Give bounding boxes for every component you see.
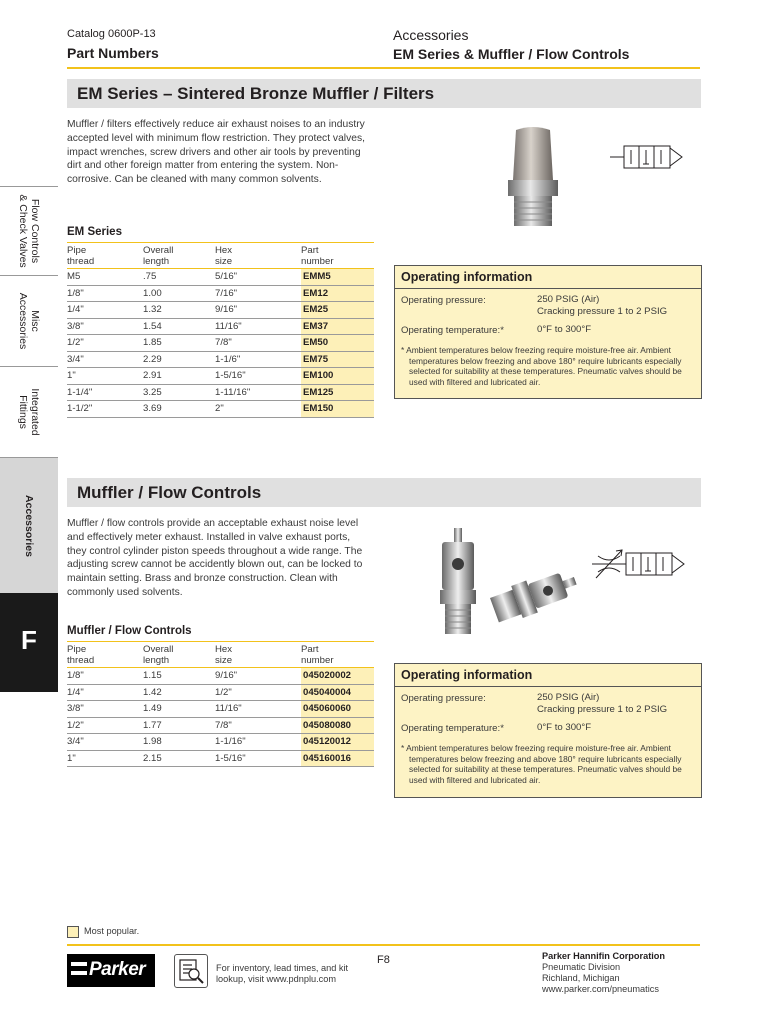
side-tab-section-f[interactable] [0,593,58,692]
parker-logo-text: Parker [89,959,146,980]
most-popular-legend-swatch [67,926,79,938]
table-header-row [67,243,374,269]
part-number: EM50 [301,335,374,352]
table-row: 1/8" 1.00 7/16" EM12 [67,285,374,302]
table-row: 3/4" 2.29 1-1/6" EM75 [67,351,374,368]
op-footnote: * Ambient temperatures below freezing require moisture-free air. Ambient temperatures below freezing and above 180° require lubricants especially selected for suitability at these temperatures. Pneumatic valves should be used with filtered and lubricated air. [401,743,682,785]
op-temperature-value: 0°F to 300°F [537,324,592,335]
muffler-flow-controls-table [67,641,374,767]
column-header: Overall length [143,642,215,668]
column-header: Pipe thread [67,243,143,269]
part-number: 045040004 [301,684,374,701]
op-temperature-label: Operating temperature:* [401,325,504,336]
header-right-subtitle: Accessories [393,27,469,43]
muffler-symbol-icon [610,144,686,172]
part-number: EM125 [301,384,374,401]
op-pressure-value: 250 PSIG (Air) [537,294,600,305]
table-row: 1/4" 1.42 1/2" 045040004 [67,684,374,701]
side-tab-integrated-fittings[interactable] [0,366,58,457]
inventory-text: For inventory, lead times, and kit [216,963,349,973]
side-tab-label: Accessories [23,494,35,557]
table-row: 1-1/4" 3.25 1-11/16" EM125 [67,384,374,401]
part-number: EMM5 [301,269,374,286]
op-temperature-value: 0°F to 300°F [537,722,592,733]
op-cracking-pressure: Cracking pressure 1 to 2 PSIG [537,704,668,715]
column-header: Pipe thread [67,642,143,668]
em-series-table [67,242,374,418]
part-number: EM150 [301,401,374,418]
op-pressure-label: Operating pressure: [401,693,486,704]
table-row: 3/8" 1.54 11/16" EM37 [67,318,374,335]
part-number: 045080080 [301,717,374,734]
op-info-title: Operating information [401,270,533,284]
catalog-number: Catalog 0600P-13 [67,28,156,40]
table-row: M5 .75 5/16" EMM5 [67,269,374,286]
table-row: 1/4" 1.32 9/16" EM25 [67,302,374,319]
op-temperature-label: Operating temperature:* [401,723,504,734]
mfc-description: Muffler / flow controls provide an acceptable exhaust noise level and effectively meter exhaust. Installed in valve exhaust ports, they control cylinder piston speeds throughout a wide range. The adjusting screw cannot be accidently blown out, can be locked to maintain setting. Brass and bronze construction. Clean with commonly used solvents. [67,518,363,598]
magnifier-document-icon [175,955,207,987]
em-description: Muffler / filters effectively reduce air exhaust noises to an industry accepted level with minimum flow restriction. They protect valves, impact wrenches, screw drivers and other air tools by preventing dirt and other foreign matter from entering the system. Non-corrosive. Can be cleaned with many common solvents. [67,119,365,186]
muffler-flow-control-image [428,524,578,640]
table-row: 3/4" 1.98 1-1/16" 045120012 [67,734,374,751]
column-header: Hex size [215,243,301,269]
side-tab-flow-controls[interactable] [0,186,58,275]
column-header: Overall length [143,243,215,269]
inventory-link[interactable]: lookup, visit www.pdnplu.com [216,974,337,984]
part-number: EM37 [301,318,374,335]
company-name: Parker Hannifin Corporation [542,951,666,961]
header-divider [67,67,700,69]
column-header: Part number [301,243,374,269]
most-popular-legend: Most popular. [84,926,140,936]
part-number: EM25 [301,302,374,319]
part-number: EM75 [301,351,374,368]
op-cracking-pressure: Cracking pressure 1 to 2 PSIG [537,306,668,317]
table-row: 1" 2.91 1-5/16" EM100 [67,368,374,385]
op-info-title: Operating information [401,668,533,682]
sintered-bronze-muffler-image [498,122,568,232]
table-header-row [67,642,374,668]
em-operating-info-box [394,265,702,399]
part-number: EM12 [301,285,374,302]
column-header: Part number [301,642,374,668]
table-row: 1/2" 1.77 7/8" 045080080 [67,717,374,734]
side-tab-label: Accessories [17,292,29,350]
side-tab-accessories[interactable] [0,457,58,593]
parker-logo [67,954,155,987]
em-table-title: EM Series [67,226,122,238]
side-tab-label: & Check Valves [17,194,29,268]
page-number: F8 [377,954,390,966]
table-row: 1" 2.15 1-5/16" 045160016 [67,750,374,767]
adjustable-flow-control-symbol-icon [592,546,690,582]
section-title: EM Series – Sintered Bronze Muffler / Filters [77,84,435,103]
company-location: Richland, Michigan [542,973,620,983]
footer-divider [67,944,700,946]
company-website[interactable]: www.parker.com/pneumatics [542,984,659,994]
mfc-operating-info-box [394,663,702,798]
part-number: 045120012 [301,734,374,751]
side-tab-label: Integrated [29,388,41,436]
inventory-lookup-icon[interactable] [174,954,208,988]
part-number: 045020002 [301,668,374,685]
column-header: Hex size [215,642,301,668]
section-banner-em-series [67,79,701,108]
section-banner-muffler-flow-controls [67,478,701,507]
section-letter: F [21,625,37,655]
side-tab-label: Misc [29,310,41,332]
op-pressure-label: Operating pressure: [401,295,486,306]
op-pressure-value: 250 PSIG (Air) [537,692,600,703]
side-tab-misc-accessories[interactable] [0,275,58,366]
table-row: 1/8" 1.15 9/16" 045020002 [67,668,374,685]
part-number: 045160016 [301,750,374,767]
header-left-title: Part Numbers [67,45,159,61]
header-right-title: EM Series & Muffler / Flow Controls [393,46,630,62]
section-title: Muffler / Flow Controls [77,483,262,502]
table-row: 1/2" 1.85 7/8" EM50 [67,335,374,352]
table-row: 1-1/2" 3.69 2" EM150 [67,401,374,418]
op-footnote: * Ambient temperatures below freezing require moisture-free air. Ambient temperatures below freezing and above 180° require lubricants especially selected for suitability at these temperatures. Pneumatic valves should be used with filtered and lubricated air. [401,345,682,387]
table-row: 3/8" 1.49 11/16" 045060060 [67,701,374,718]
side-tab-label: Flow Controls [29,198,41,264]
mfc-table-title: Muffler / Flow Controls [67,625,192,637]
side-tab-label: Fittings [17,395,29,429]
part-number: 045060060 [301,701,374,718]
division-name: Pneumatic Division [542,962,621,972]
part-number: EM100 [301,368,374,385]
